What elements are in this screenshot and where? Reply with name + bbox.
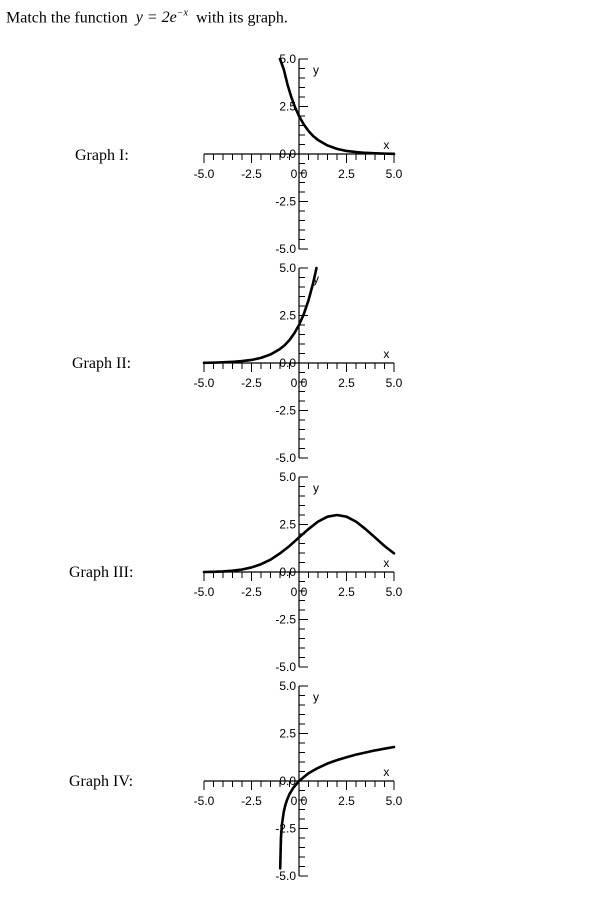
function-base: y = 2e <box>135 9 177 27</box>
y-tick-label: 2.5 <box>279 308 296 323</box>
x-tick-label: 5.0 <box>385 794 403 808</box>
y-tick-label: -5.0 <box>275 660 296 674</box>
x-tick-label: -5.0 <box>193 585 215 599</box>
y-tick-label: 0.0 <box>279 565 296 579</box>
y-axis-label: y <box>313 272 319 287</box>
y-tick-label: 2.5 <box>279 517 296 532</box>
y-axis-label: y <box>313 481 319 496</box>
x-tick-label: -2.5 <box>241 794 262 808</box>
x-axis-label: x <box>383 556 390 570</box>
graph-3-plot <box>195 468 415 678</box>
graph-4-label: Graph IV: <box>69 773 134 790</box>
x-tick-label: 0.0 <box>290 376 308 390</box>
y-tick-label: -5.0 <box>275 451 296 465</box>
x-tick-label: -5.0 <box>193 167 215 181</box>
y-tick-label: -2.5 <box>275 821 296 836</box>
y-tick-label: -5.0 <box>275 242 296 256</box>
function-exponent: −x <box>176 8 188 19</box>
graph-1-plot <box>195 50 415 260</box>
x-tick-label: 0.0 <box>290 167 308 181</box>
x-tick-label: 2.5 <box>338 167 355 181</box>
y-tick-label: 5.0 <box>279 679 296 693</box>
x-tick-label: 5.0 <box>385 585 403 599</box>
y-tick-label: 2.5 <box>279 99 296 114</box>
y-tick-label: 0.0 <box>279 774 296 788</box>
x-axis-label: x <box>383 138 390 152</box>
function-curve <box>280 59 394 154</box>
x-tick-label: -2.5 <box>241 167 262 181</box>
y-tick-label: -2.5 <box>275 194 296 209</box>
y-tick-label: 2.5 <box>279 726 296 741</box>
graph-1-label: Graph I: <box>75 147 129 164</box>
x-axis-label: x <box>383 765 390 779</box>
x-tick-label: 2.5 <box>338 376 355 390</box>
question-text <box>6 8 288 27</box>
x-axis-label: x <box>383 347 390 361</box>
graph-2-plot <box>195 259 415 469</box>
y-tick-label: -5.0 <box>275 869 296 883</box>
y-tick-label: 5.0 <box>279 470 296 484</box>
graph-4-plot <box>195 677 415 887</box>
y-tick-label: -2.5 <box>275 403 296 418</box>
y-tick-label: 0.0 <box>279 147 296 161</box>
y-axis-label: y <box>313 63 319 78</box>
x-tick-label: 5.0 <box>385 167 403 181</box>
y-axis-label: y <box>313 690 319 705</box>
x-tick-label: 0.0 <box>290 585 308 599</box>
graph-2-label: Graph II: <box>72 355 132 372</box>
x-tick-label: -5.0 <box>193 794 215 808</box>
question-prefix: Match the function <box>6 9 128 27</box>
x-tick-label: 2.5 <box>338 794 355 808</box>
x-tick-label: -5.0 <box>193 376 215 390</box>
question-suffix: with its graph. <box>195 9 288 27</box>
x-tick-label: 0.0 <box>290 794 308 808</box>
graph-3-label: Graph III: <box>69 564 134 581</box>
x-tick-label: 5.0 <box>385 376 403 390</box>
function-expression <box>136 9 188 26</box>
x-tick-label: -2.5 <box>241 585 262 599</box>
y-tick-label: 0.0 <box>279 356 296 370</box>
y-tick-label: 5.0 <box>279 52 296 66</box>
y-tick-label: -2.5 <box>275 612 296 627</box>
x-tick-label: 2.5 <box>338 585 355 599</box>
x-tick-label: -2.5 <box>241 376 262 390</box>
y-tick-label: 5.0 <box>279 261 296 275</box>
